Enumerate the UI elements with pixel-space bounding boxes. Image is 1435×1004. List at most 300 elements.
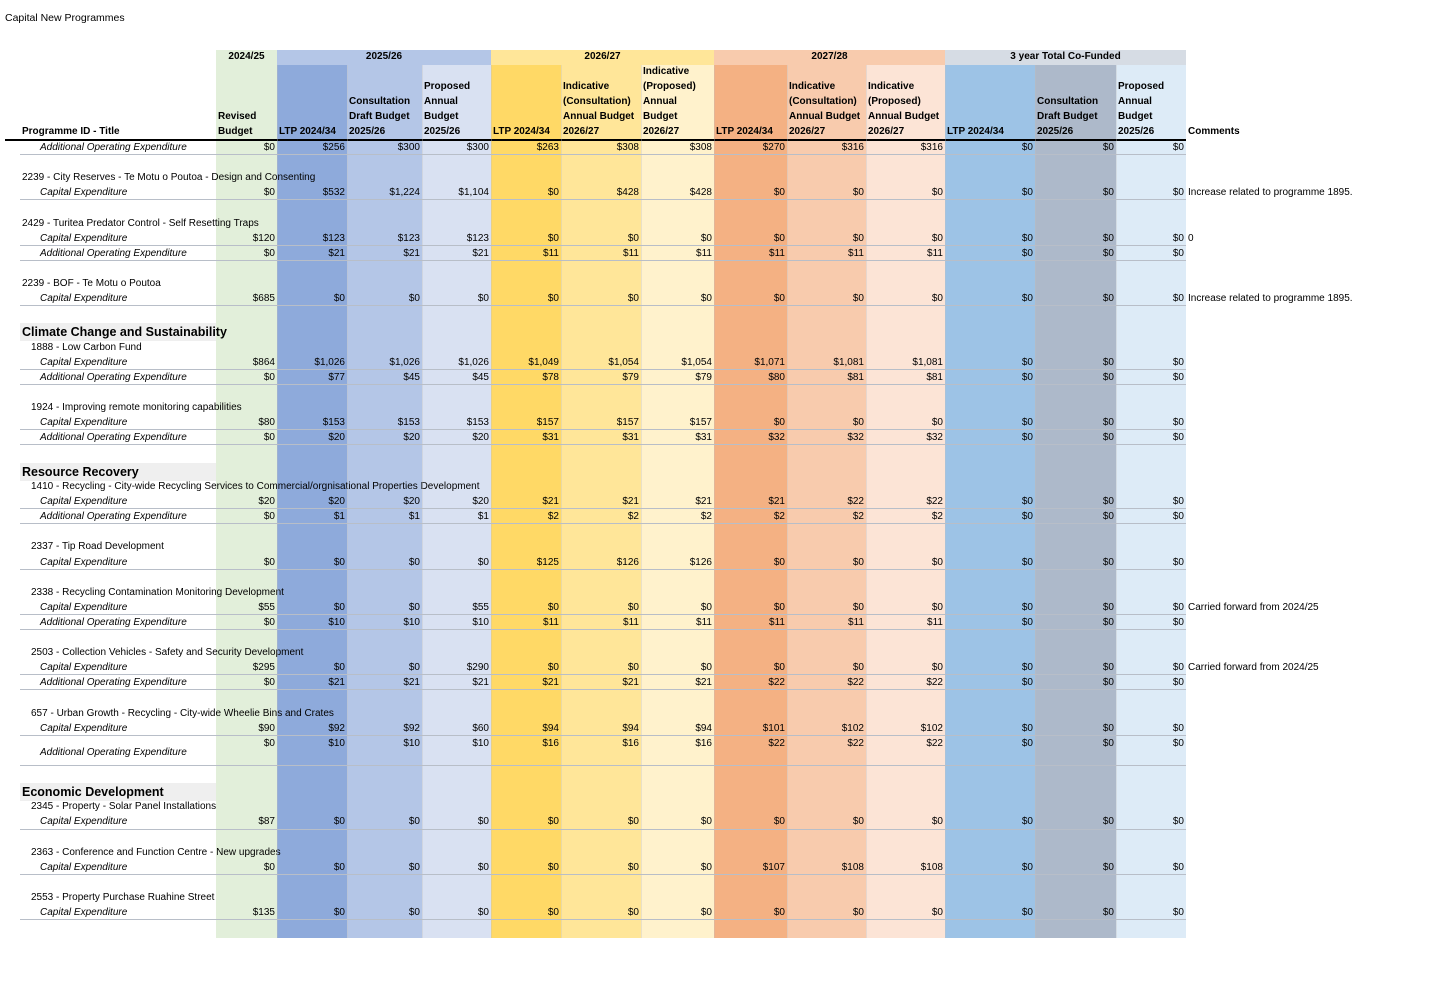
table-cell: $0	[547, 232, 559, 244]
column-divider	[866, 65, 867, 938]
table-cell: $0	[1172, 601, 1184, 613]
table-cell: $123	[322, 232, 345, 244]
table-cell: $0	[477, 556, 489, 568]
category-title: Economic Development	[22, 784, 164, 799]
table-cell: $0	[263, 737, 275, 749]
table-cell: $0	[1021, 737, 1033, 749]
table-cell: $22	[847, 737, 864, 749]
row-label: Additional Operating Expenditure	[40, 371, 187, 383]
table-cell: $1,054	[681, 356, 712, 368]
table-cell: $16	[542, 737, 559, 749]
column-divider	[422, 65, 423, 938]
table-cell: $0	[1021, 142, 1033, 153]
table-cell: $0	[333, 816, 345, 828]
table-cell: $108	[920, 861, 943, 873]
table-cell: $31	[695, 432, 712, 444]
table-cell: $0	[627, 662, 639, 674]
table-cell: $0	[1172, 556, 1184, 568]
row-rule	[20, 245, 1186, 246]
row-label: Capital Expenditure	[40, 907, 128, 918]
table-cell: $0	[1172, 187, 1184, 199]
table-cell: $0	[1172, 371, 1184, 383]
table-cell: $0	[852, 293, 864, 304]
table-cell: $0	[1102, 556, 1114, 568]
table-cell: $0	[477, 816, 489, 828]
table-cell: $80	[258, 417, 275, 429]
column-header: LTP 2024/34	[716, 126, 773, 137]
table-cell: $0	[263, 142, 275, 153]
table-cell: $16	[622, 737, 639, 749]
table-cell: $864	[252, 356, 275, 368]
table-cell: $135	[252, 907, 275, 918]
table-cell: $0	[1021, 511, 1033, 523]
table-cell: $0	[1021, 232, 1033, 244]
table-cell: $157	[616, 417, 639, 429]
table-cell: $21	[472, 247, 489, 259]
table-cell: $295	[252, 662, 275, 674]
table-cell: $0	[700, 907, 712, 918]
table-cell: $0	[1021, 293, 1033, 304]
table-cell: $1	[477, 511, 489, 523]
table-cell: $1,104	[458, 187, 489, 199]
table-cell: $0	[931, 601, 943, 613]
table-cell: $0	[263, 187, 275, 199]
table-cell: $94	[695, 722, 712, 734]
table-cell: $32	[768, 432, 785, 444]
category-title: Climate Change and Sustainability	[22, 325, 227, 340]
table-cell: $0	[852, 556, 864, 568]
table-cell: $157	[536, 417, 559, 429]
table-cell: $1,224	[389, 187, 420, 199]
table-cell: $316	[920, 142, 943, 153]
table-cell: $0	[931, 662, 943, 674]
table-cell: $0	[700, 861, 712, 873]
column-header: Indicative (Proposed) Annual Budget 2026/27	[868, 81, 940, 137]
column-header: LTP 2024/34	[279, 126, 336, 137]
table-cell: $123	[397, 232, 420, 244]
table-cell: $270	[762, 142, 785, 153]
table-cell: $0	[333, 601, 345, 613]
table-cell: $0	[547, 662, 559, 674]
table-cell: $11	[848, 616, 864, 628]
table-cell: $16	[695, 737, 712, 749]
table-cell: $11	[696, 247, 712, 259]
table-cell: $0	[408, 907, 420, 918]
table-cell: $0	[1102, 496, 1114, 508]
table-cell: $1,081	[833, 356, 864, 368]
table-cell: $0	[1021, 432, 1033, 444]
row-rule	[20, 199, 1186, 200]
row-rule	[20, 523, 1186, 524]
table-cell: $0	[1021, 556, 1033, 568]
column-header: LTP 2024/34	[493, 126, 550, 137]
table-cell: $0	[333, 907, 345, 918]
table-cell: $21	[472, 677, 489, 689]
table-cell: $0	[700, 816, 712, 828]
table-cell: $0	[1172, 496, 1184, 508]
table-cell: $2	[773, 511, 785, 523]
table-cell: $90	[258, 722, 275, 734]
column-header: Revised Budget	[218, 111, 257, 137]
table-cell: $21	[403, 677, 420, 689]
table-cell: $21	[542, 677, 559, 689]
table-cell: $300	[397, 142, 420, 153]
table-cell: $0	[773, 556, 785, 568]
table-cell: $1,026	[458, 356, 489, 368]
table-cell: $102	[920, 722, 943, 734]
table-cell: $92	[403, 722, 420, 734]
table-cell: $0	[931, 556, 943, 568]
table-cell: $0	[1172, 907, 1184, 918]
table-cell: $0	[773, 662, 785, 674]
column-divider	[945, 65, 946, 938]
table-cell: $11	[696, 616, 712, 628]
row-label: Capital Expenditure	[40, 356, 128, 368]
table-cell: $0	[263, 556, 275, 568]
table-cell: $0	[1172, 293, 1184, 304]
table-cell: $1,054	[608, 356, 639, 368]
table-cell: $0	[263, 677, 275, 689]
table-cell: $0	[547, 187, 559, 199]
table-cell: $0	[773, 187, 785, 199]
column-header: LTP 2024/34	[947, 126, 1004, 137]
column-header: Proposed Annual Budget 2025/26	[1118, 81, 1165, 137]
row-rule	[20, 629, 1186, 630]
table-cell: $20	[403, 496, 420, 508]
table-cell: $10	[328, 737, 345, 749]
column-header: Indicative (Consultation) Annual Budget 2026/27	[789, 81, 861, 137]
table-cell: $21	[622, 496, 639, 508]
table-cell: $0	[1102, 356, 1114, 368]
table-cell: $316	[841, 142, 864, 153]
row-rule	[20, 829, 1186, 830]
table-cell: $77	[328, 371, 345, 383]
table-cell: $20	[258, 496, 275, 508]
table-cell: $0	[627, 861, 639, 873]
table-cell: $0	[1021, 496, 1033, 508]
table-cell: $21	[622, 677, 639, 689]
group-header: 2026/27	[491, 50, 714, 65]
row-rule	[20, 154, 1186, 155]
table-cell: $2	[700, 511, 712, 523]
table-cell: $0	[1102, 187, 1114, 199]
group-header: 3 year Total Co-Funded	[945, 50, 1186, 65]
table-cell: $120	[252, 232, 275, 244]
row-rule	[20, 444, 1186, 445]
table-cell: $0	[852, 907, 864, 918]
table-cell: $0	[263, 371, 275, 383]
row-label: Additional Operating Expenditure	[40, 432, 187, 444]
row-comment: Increase related to programme 1895.	[1188, 187, 1353, 199]
table-cell: $11	[927, 616, 943, 628]
table-cell: $123	[466, 232, 489, 244]
table-cell: $10	[472, 737, 489, 749]
table-cell: $0	[1102, 907, 1114, 918]
table-cell: $0	[1021, 417, 1033, 429]
table-cell: $81	[847, 371, 864, 383]
table-cell: $0	[1021, 616, 1033, 628]
programme-title: 2337 - Tip Road Development	[31, 541, 164, 553]
row-rule	[20, 735, 1186, 736]
programme-title: 2345 - Property - Solar Panel Installations	[31, 801, 217, 813]
table-cell: $0	[773, 907, 785, 918]
table-cell: $0	[931, 187, 943, 199]
table-cell: $263	[536, 142, 559, 153]
table-cell: $0	[333, 861, 345, 873]
table-cell: $0	[1172, 861, 1184, 873]
table-cell: $1	[333, 511, 345, 523]
table-cell: $0	[773, 601, 785, 613]
programme-title: 1410 - Recycling - City-wide Recycling Services to Commercial/orgnisational Properties Development	[31, 481, 480, 492]
table-cell: $256	[322, 142, 345, 153]
table-cell: $0	[1172, 737, 1184, 749]
row-label: Capital Expenditure	[40, 861, 128, 873]
table-cell: $21	[328, 247, 345, 259]
table-cell: $2	[931, 511, 943, 523]
table-cell: $0	[931, 232, 943, 244]
table-cell: $0	[700, 662, 712, 674]
table-cell: $94	[622, 722, 639, 734]
row-rule	[20, 369, 1186, 370]
table-cell: $11	[623, 247, 639, 259]
column-header: Consultation Draft Budget 2025/26	[1037, 96, 1099, 137]
column-divider	[1035, 65, 1036, 938]
table-cell: $20	[328, 496, 345, 508]
programme-title: 2239 - BOF - Te Motu o Poutoa	[22, 277, 161, 289]
table-cell: $0	[1102, 432, 1114, 444]
row-label: Capital Expenditure	[40, 662, 128, 674]
row-label: Capital Expenditure	[40, 556, 128, 568]
row-rule	[20, 429, 1186, 430]
table-cell: $532	[322, 187, 345, 199]
programme-title: 2338 - Recycling Contamination Monitoring Development	[31, 586, 284, 598]
table-cell: $0	[1021, 371, 1033, 383]
row-rule	[20, 614, 1186, 615]
programme-title: 1888 - Low Carbon Fund	[31, 341, 142, 353]
table-cell: $0	[547, 293, 559, 304]
table-cell: $2	[547, 511, 559, 523]
table-cell: $20	[328, 432, 345, 444]
table-cell: $0	[1172, 417, 1184, 429]
table-cell: $0	[477, 861, 489, 873]
table-cell: $87	[258, 816, 275, 828]
table-cell: $0	[1102, 662, 1114, 674]
table-cell: $0	[627, 293, 639, 304]
table-cell: $0	[1102, 511, 1114, 523]
table-cell: $0	[477, 293, 489, 304]
column-header: Comments	[1188, 126, 1240, 137]
table-cell: $300	[466, 142, 489, 153]
table-cell: $45	[472, 371, 489, 383]
table-cell: $60	[472, 722, 489, 734]
table-cell: $0	[1172, 511, 1184, 523]
programme-title: 1924 - Improving remote monitoring capabilities	[31, 402, 242, 414]
table-cell: $0	[931, 907, 943, 918]
row-label: Capital Expenditure	[40, 496, 128, 508]
table-cell: $308	[616, 142, 639, 153]
table-cell: $0	[263, 616, 275, 628]
row-label: Additional Operating Expenditure	[40, 247, 187, 259]
table-cell: $0	[1172, 722, 1184, 734]
table-cell: $0	[1102, 601, 1114, 613]
row-rule	[20, 569, 1186, 570]
table-cell: $10	[328, 616, 345, 628]
table-cell: $0	[1021, 247, 1033, 259]
table-cell: $0	[1102, 293, 1114, 304]
table-cell: $0	[408, 861, 420, 873]
column-divider	[277, 65, 278, 938]
table-cell: $0	[477, 907, 489, 918]
table-cell: $1,071	[754, 356, 785, 368]
table-cell: $11	[543, 616, 559, 628]
column-divider	[714, 65, 715, 938]
table-cell: $0	[408, 816, 420, 828]
table-cell: $0	[547, 816, 559, 828]
column-divider	[561, 65, 562, 938]
group-header: 2027/28	[714, 50, 945, 65]
row-rule	[20, 674, 1186, 675]
table-cell: $157	[689, 417, 712, 429]
table-cell: $0	[263, 511, 275, 523]
row-label: Additional Operating Expenditure	[40, 746, 187, 758]
table-cell: $0	[852, 232, 864, 244]
row-rule	[20, 384, 1186, 385]
table-cell: $0	[700, 601, 712, 613]
table-cell: $0	[1102, 371, 1114, 383]
table-cell: $0	[1172, 677, 1184, 689]
table-cell: $153	[466, 417, 489, 429]
programme-title: 2553 - Property Purchase Ruahine Street	[31, 891, 215, 903]
table-cell: $290	[466, 662, 489, 674]
table-cell: $92	[328, 722, 345, 734]
table-cell: $0	[408, 662, 420, 674]
table-cell: $0	[1172, 247, 1184, 259]
table-cell: $22	[926, 737, 943, 749]
row-label: Additional Operating Expenditure	[40, 511, 187, 523]
table-cell: $0	[1021, 356, 1033, 368]
column-divider	[787, 65, 788, 938]
table-cell: $126	[689, 556, 712, 568]
row-label: Capital Expenditure	[40, 722, 128, 734]
table-cell: $0	[1021, 601, 1033, 613]
table-cell: $0	[852, 601, 864, 613]
table-cell: $11	[848, 247, 864, 259]
table-cell: $108	[841, 861, 864, 873]
table-cell: $0	[700, 232, 712, 244]
table-cell: $0	[773, 417, 785, 429]
table-cell: $20	[472, 432, 489, 444]
table-cell: $11	[769, 247, 785, 259]
row-rule	[20, 874, 1186, 875]
table-cell: $21	[328, 677, 345, 689]
table-cell: $0	[700, 293, 712, 304]
table-cell: $55	[472, 601, 489, 613]
table-cell: $126	[616, 556, 639, 568]
programme-title: 2429 - Turitea Predator Control - Self Resetting Traps	[22, 217, 259, 229]
table-cell: $21	[403, 247, 420, 259]
row-label: Capital Expenditure	[40, 232, 128, 244]
table-cell: $0	[263, 861, 275, 873]
table-cell: $1,049	[528, 356, 559, 368]
table-cell: $94	[542, 722, 559, 734]
row-rule	[20, 305, 1186, 306]
table-cell: $79	[622, 371, 639, 383]
table-cell: $81	[926, 371, 943, 383]
table-cell: $0	[627, 601, 639, 613]
table-cell: $0	[1102, 616, 1114, 628]
table-cell: $10	[472, 616, 489, 628]
table-cell: $0	[627, 907, 639, 918]
column-header: Indicative (Consultation) Annual Budget 2026/27	[563, 81, 635, 137]
table-cell: $107	[762, 861, 785, 873]
table-cell: $0	[773, 816, 785, 828]
row-rule	[20, 765, 1186, 766]
table-cell: $0	[1021, 187, 1033, 199]
column-divider	[491, 65, 492, 938]
column-header: Proposed Annual Budget 2025/26	[424, 81, 471, 137]
table-cell: $80	[768, 371, 785, 383]
category-title: Resource Recovery	[22, 464, 139, 479]
table-cell: $0	[1021, 907, 1033, 918]
table-cell: $0	[547, 601, 559, 613]
table-cell: $0	[627, 232, 639, 244]
table-cell: $11	[623, 616, 639, 628]
table-cell: $1,026	[389, 356, 420, 368]
group-header: 2024/25	[216, 50, 277, 65]
table-cell: $21	[695, 496, 712, 508]
table-cell: $22	[768, 737, 785, 749]
row-label: Capital Expenditure	[40, 601, 128, 613]
table-cell: $0	[1172, 816, 1184, 828]
column-header: Indicative (Proposed) Annual Budget 2026/27	[643, 66, 696, 137]
table-cell: $0	[1021, 816, 1033, 828]
table-cell: $0	[773, 232, 785, 244]
table-cell: $102	[841, 722, 864, 734]
table-cell: $1,081	[912, 356, 943, 368]
table-cell: $11	[769, 616, 785, 628]
table-cell: $31	[622, 432, 639, 444]
table-cell: $0	[333, 293, 345, 304]
table-cell: $45	[403, 371, 420, 383]
table-cell: $1,026	[314, 356, 345, 368]
table-cell: $0	[627, 816, 639, 828]
table-cell: $0	[1102, 142, 1114, 153]
table-cell: $22	[926, 496, 943, 508]
row-label: Capital Expenditure	[40, 417, 128, 429]
table-cell: $0	[931, 293, 943, 304]
table-cell: $0	[1102, 247, 1114, 259]
table-cell: $428	[616, 187, 639, 199]
table-cell: $0	[1102, 417, 1114, 429]
table-cell: $0	[1172, 662, 1184, 674]
table-cell: $0	[1172, 142, 1184, 153]
table-cell: $0	[1102, 722, 1114, 734]
table-cell: $79	[695, 371, 712, 383]
table-cell: $31	[542, 432, 559, 444]
table-cell: $0	[263, 432, 275, 444]
row-label: Capital Expenditure	[40, 187, 128, 199]
row-rule	[20, 260, 1186, 261]
table-cell: $0	[1021, 722, 1033, 734]
row-comment: Carried forward from 2024/25	[1188, 662, 1319, 674]
table-cell: $11	[927, 247, 943, 259]
table-cell: $0	[852, 187, 864, 199]
table-cell: $32	[847, 432, 864, 444]
table-cell: $0	[1172, 356, 1184, 368]
table-cell: $55	[258, 601, 275, 613]
table-cell: $0	[1172, 232, 1184, 244]
table-cell: $125	[536, 556, 559, 568]
